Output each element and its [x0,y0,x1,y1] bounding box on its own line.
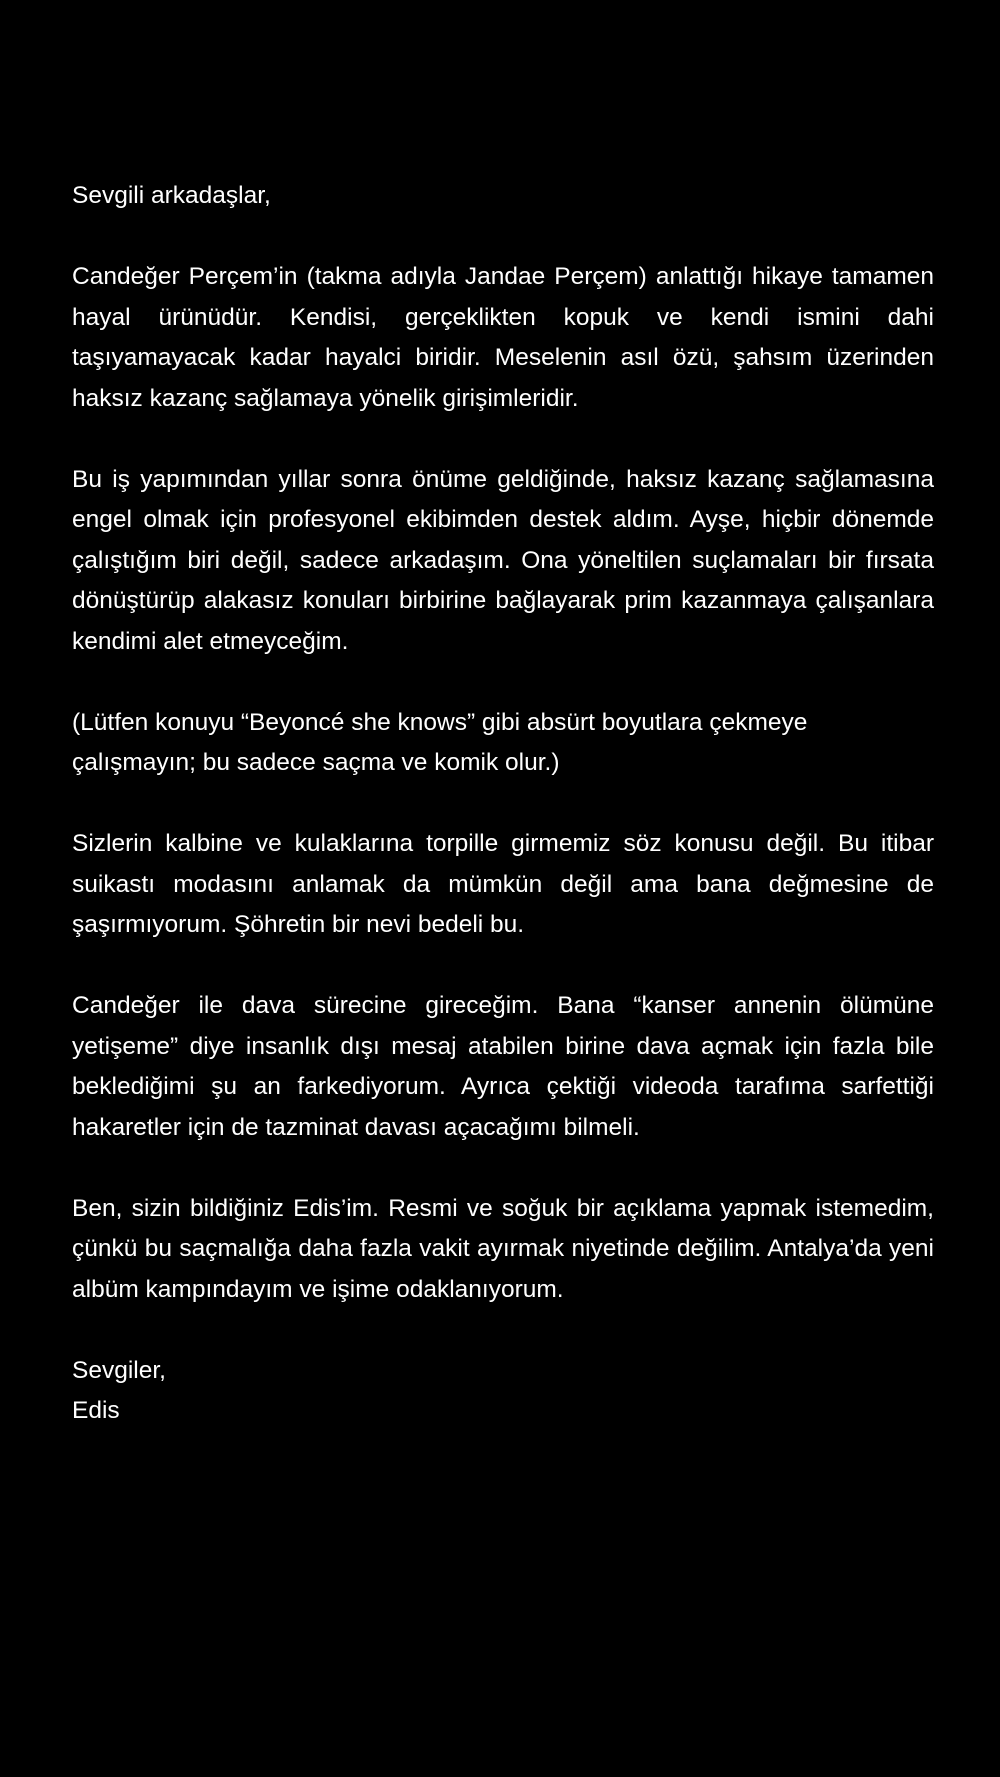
paragraph-5: Candeğer ile dava sürecine gireceğim. Bana “kanser annenin ölümüne yetişeme” diye insanlık dışı mesaj atabilen birine dava açmak için fazla bile beklediğimi şu an farkediyorum. Ayrıca çektiği videoda tarafıma sarfettiği hakaretler için de tazminat davası açacağımı bilmeli. [72,992,934,1141]
paragraph-1: Candeğer Perçem’in (takma adıyla Jandae Perçem) anlattığı hikaye tamamen hayal ürünüdür. Kendisi, gerçeklikten kopuk ve kendi ismini dahi taşıyamayacak kadar hayalci biridir. Meselenin asıl özü, şahsım üzerinden haksız kazanç sağlamaya yönelik girişimleridir. [72,263,934,412]
signature: Edis [72,1397,120,1424]
paragraph-4: Sizlerin kalbine ve kulaklarına torpille girmemiz söz konusu değil. Bu itibar suikastı modasını anlamak da mümkün değil ama bana değmesine de şaşırmıyorum. Şöhretin bir nevi bedeli bu. [72,830,934,938]
greeting: Sevgili arkadaşlar, [72,182,271,209]
paragraph-2: Bu iş yapımından yıllar sonra önüme geldiğinde, haksız kazanç sağlamasına engel olmak için profesyonel ekibimden destek aldım. Ayşe, hiçbir dönemde çalıştığım biri değil, sadece arkadaşım. Ona yöneltilen suçlamaları bir fırsata dönüştürüp alakasız konuları birbirine bağlayarak prim kazanmaya çalışanlara kendimi alet etmeyceğim. [72,465,934,655]
closing: Sevgiler, [72,1356,166,1384]
paragraph-6: Ben, sizin bildiğiniz Edis’im. Resmi ve soğuk bir açıklama yapmak istemedim, çünkü bu saçmalığa daha fazla vakit ayırmak niyetinde değilim. Antalya’da yeni albüm kampındayım ve işime odaklanıyorum. [72,1194,934,1303]
paragraph-3: (Lütfen konuyu “Beyoncé she knows” gibi absürt boyutlara çekmeye çalışmayın; bu sadece saçma ve komik olur.) [72,708,808,776]
letter-body [72,176,934,1432]
